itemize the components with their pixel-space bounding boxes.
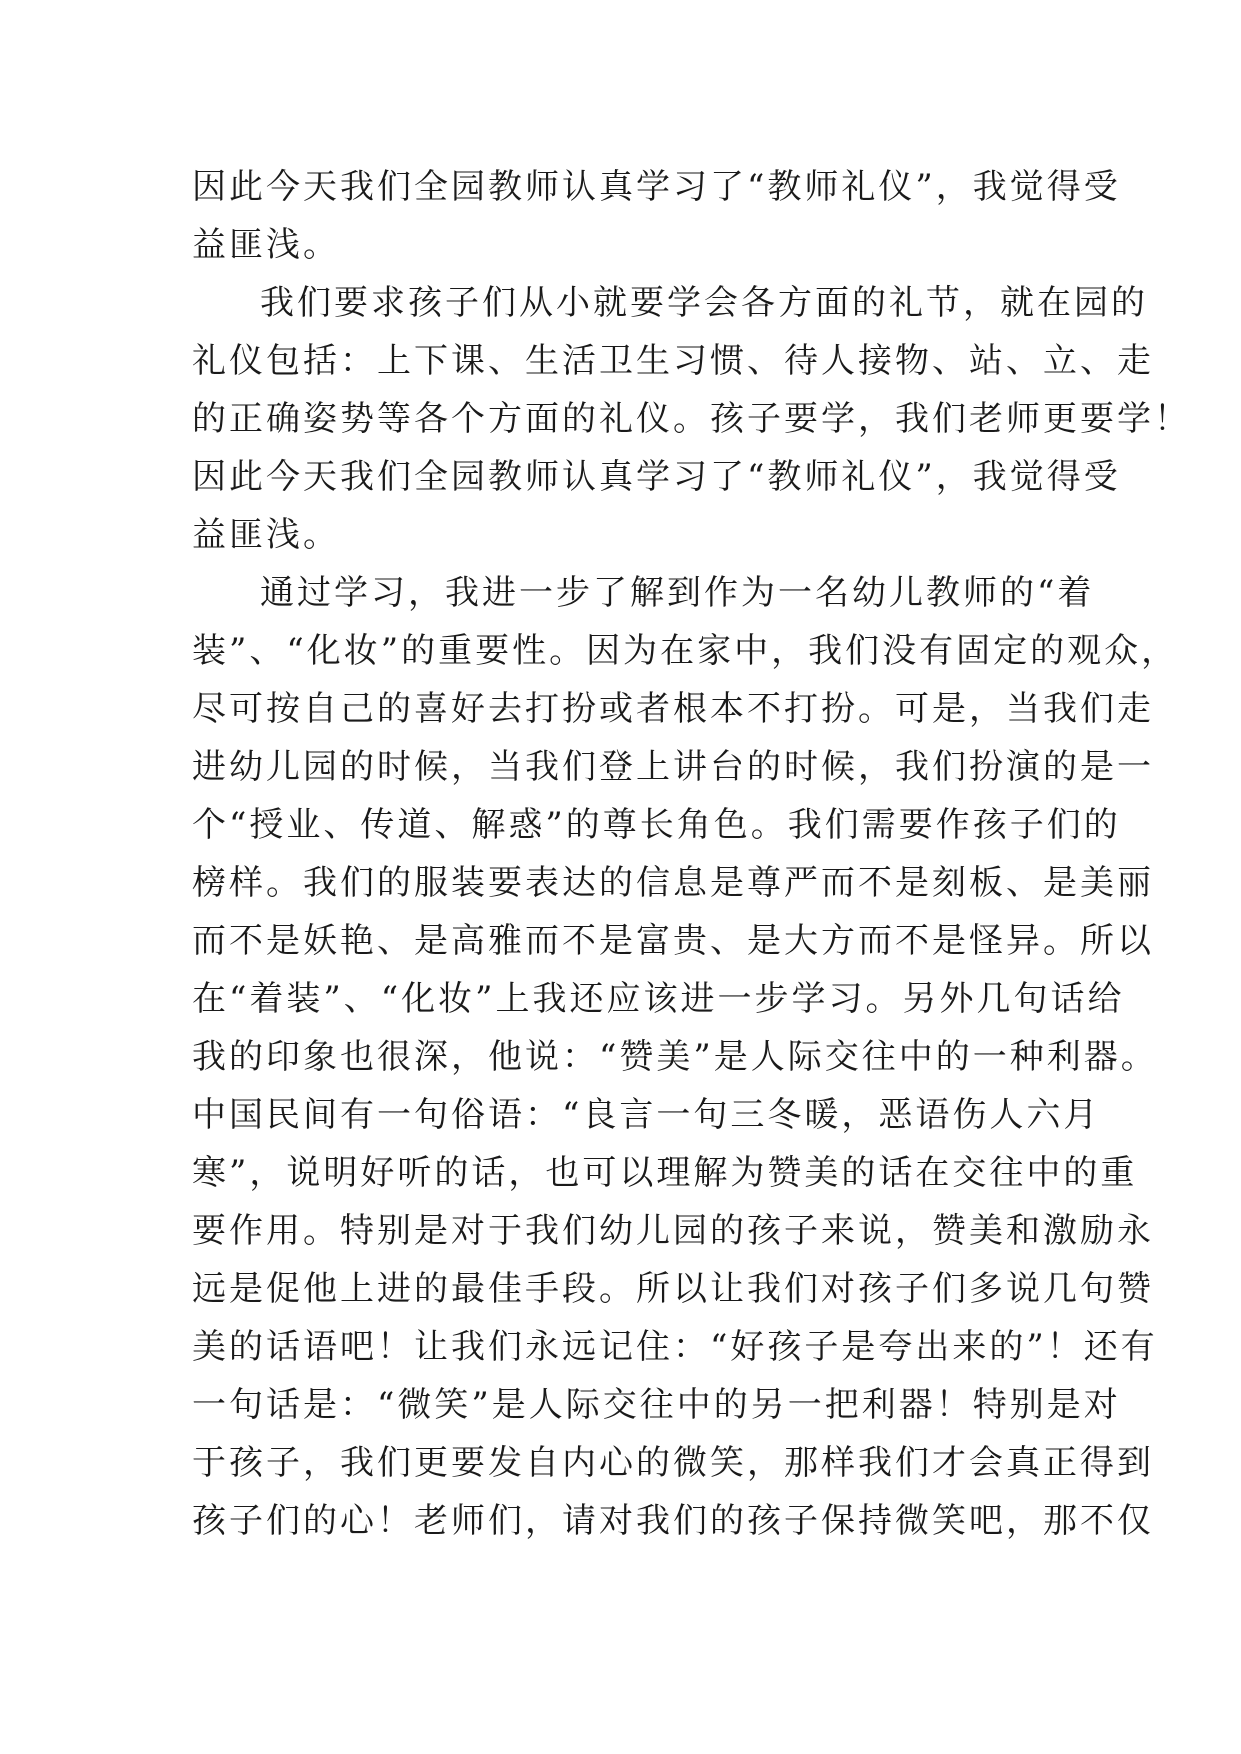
text-line: 礼仪包括：上下课、生活卫生习惯、待人接物、站、立、走	[192, 341, 1154, 381]
text-line: 因此今天我们全园教师认真学习了“教师礼仪”，我觉得受	[192, 457, 1121, 497]
text-line: 尽可按自己的喜好去打扮或者根本不打扮。可是，当我们走	[192, 689, 1154, 729]
body-text	[192, 158, 1191, 1550]
text-line: 一句话是：“微笑”是人际交往中的另一把利器！特别是对	[192, 1385, 1121, 1425]
text-line: 益匪浅。	[192, 515, 340, 555]
text-line: 装”、“化妆”的重要性。因为在家中，我们没有固定的观众，	[192, 631, 1179, 671]
paragraph-first-line: 我们要求孩子们从小就要学会各方面的礼节，就在园的	[260, 283, 1148, 323]
text-line: 在“着装”、“化妆”上我还应该进一步学习。另外几句话给	[192, 979, 1125, 1019]
text-line: 的正确姿势等各个方面的礼仪。孩子要学，我们老师更要学！	[192, 399, 1191, 439]
text-line: 进幼儿园的时候，当我们登上讲台的时候，我们扮演的是一	[192, 747, 1154, 787]
text-line: 中国民间有一句俗语：“良言一句三冬暖，恶语伤人六月	[192, 1095, 1101, 1135]
text-line: 益匪浅。	[192, 225, 340, 265]
text-line: 美的话语吧！让我们永远记住：“好孩子是夸出来的”！还有	[192, 1327, 1158, 1367]
text-line: 寒”，说明好听的话，也可以理解为赞美的话在交往中的重	[192, 1153, 1138, 1193]
text-line: 要作用。特别是对于我们幼儿园的孩子来说，赞美和激励永	[192, 1211, 1154, 1251]
text-line: 榜样。我们的服装要表达的信息是尊严而不是刻板、是美丽	[192, 863, 1154, 903]
text-line: 因此今天我们全园教师认真学习了“教师礼仪”，我觉得受	[192, 167, 1121, 207]
text-line: 于孩子，我们更要发自内心的微笑，那样我们才会真正得到	[192, 1443, 1154, 1483]
text-line: 而不是妖艳、是高雅而不是富贵、是大方而不是怪异。所以	[192, 921, 1154, 961]
text-line: 远是促他上进的最佳手段。所以让我们对孩子们多说几句赞	[192, 1269, 1154, 1309]
text-line: 孩子们的心！老师们，请对我们的孩子保持微笑吧，那不仅	[192, 1501, 1154, 1541]
text-line: 个“授业、传道、解惑”的尊长角色。我们需要作孩子们的	[192, 805, 1121, 845]
text-line: 我的印象也很深，他说：“赞美”是人际交往中的一种利器。	[192, 1037, 1158, 1077]
paragraph-first-line: 通过学习，我进一步了解到作为一名幼儿教师的“着	[260, 573, 1095, 613]
